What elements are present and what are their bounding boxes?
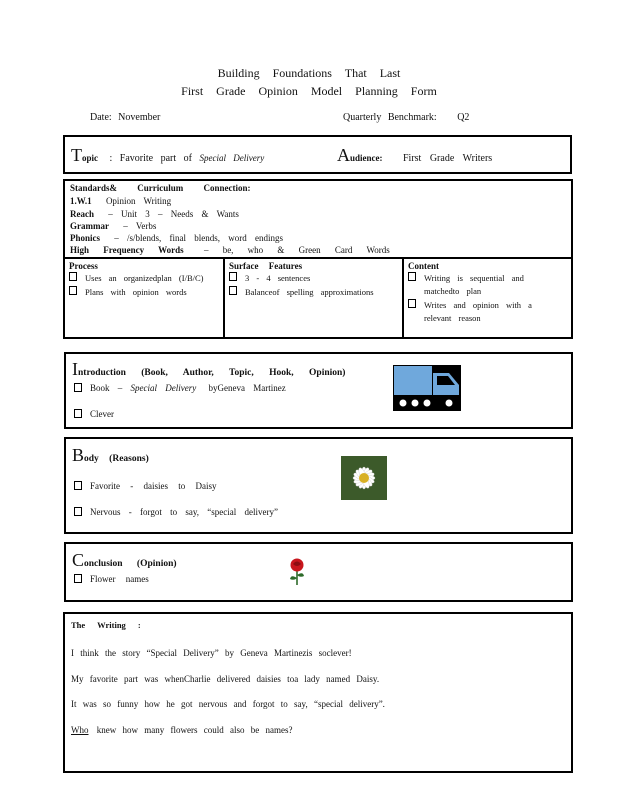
standard-row-4: Phonics – /s/blends, final blends, word endings (70, 233, 284, 243)
surface-item-2: Balanceof spelling approximations (229, 286, 399, 299)
checkbox-icon (408, 299, 416, 308)
topic-initial: T (71, 145, 82, 165)
daisy-icon (341, 456, 387, 500)
checkbox-icon (74, 574, 82, 583)
truck-icon (393, 365, 461, 411)
benchmark-field (343, 112, 469, 123)
standard-row-5: High Frequency Words – be, who & Green Card Words (70, 245, 390, 255)
writing-box (63, 612, 573, 773)
writing-heading: The Writing : (71, 620, 141, 630)
introduction-item-2: Clever (74, 409, 114, 419)
process-item-2: Plans with opinion words (69, 286, 219, 299)
conclusion-item-1: Flower names (74, 574, 149, 584)
date-value: November (118, 112, 161, 123)
writing-line-3: It was so funny how he got nervous and forgot to say, “special delivery”. (71, 699, 385, 709)
surface-heading: Surface Features (229, 261, 303, 271)
audience-value: First Grade Writers (403, 153, 493, 164)
introduction-item-1: Book – Special Delivery byGeneva Martinez (74, 383, 286, 393)
checkbox-icon (229, 272, 237, 281)
conclusion-initial: C (72, 550, 85, 570)
body-item-2: Nervous - forgot to say, “special delivery” (74, 507, 278, 517)
process-heading: Process (69, 261, 98, 271)
checkbox-icon (408, 272, 416, 281)
date-field (90, 112, 160, 123)
criteria-columns-box (63, 257, 573, 339)
surface-item-1: 3 - 4 sentences (229, 272, 399, 285)
standard-row-1: 1.W.1 Opinion Writing (70, 196, 172, 206)
audience-label: udience: (350, 153, 383, 163)
standards-box (63, 179, 573, 259)
audience-line (337, 145, 492, 166)
content-item-1: Writing is sequential and matchedto plan (408, 272, 558, 298)
introduction-box (64, 352, 573, 429)
content-item-2: Writes and opinion with a relevant reason (408, 299, 558, 325)
checkbox-icon (229, 286, 237, 295)
checkbox-icon (74, 507, 82, 516)
audience-initial: A (337, 145, 350, 165)
rose-icon (286, 556, 308, 586)
date-label: Date: (90, 112, 112, 123)
checkbox-icon (74, 383, 82, 392)
topic-label: opic (82, 153, 99, 163)
topic-audience-box (63, 135, 572, 174)
standard-row-3: Grammar – Verbs (70, 221, 157, 231)
column-divider (223, 259, 225, 337)
checkbox-icon (74, 409, 82, 418)
surface-features-column (229, 261, 399, 299)
introduction-initial: I (72, 359, 78, 379)
introduction-heading: Introduction (Book, Author, Topic, Hook, Opinion) (72, 359, 346, 379)
checkbox-icon (69, 272, 77, 281)
standards-heading: Standards& Curriculum Connection: (70, 183, 251, 193)
document-title: Building Foundations That Last (217, 66, 401, 80)
topic-prefix: : Favorite part of (109, 153, 192, 164)
writing-line-1: I think the story “Special Delivery” by Geneva Martinezis soclever! (71, 648, 352, 658)
conclusion-heading: Conclusion (Opinion) (72, 550, 177, 570)
body-heading: Body (Reasons) (72, 445, 149, 465)
benchmark-value: Q2 (457, 112, 470, 123)
process-item-1: Uses an organizedplan (I/B/C) (69, 272, 219, 285)
body-box (64, 437, 573, 534)
column-divider (402, 259, 404, 337)
underlined-word: Who (71, 725, 89, 735)
content-heading: Content (408, 261, 439, 271)
checkbox-icon (74, 481, 82, 490)
document-subtitle: First Grade Opinion Model Planning Form (181, 84, 437, 98)
body-initial: B (72, 445, 85, 465)
checkbox-icon (69, 286, 77, 295)
topic-line (71, 145, 264, 166)
content-column (408, 261, 558, 325)
benchmark-label: Quarterly Benchmark: (343, 112, 437, 123)
writing-line-2: My favorite part was whenCharlie delivered daisies toa lady named Daisy. (71, 674, 380, 684)
writing-line-4: Who knew how many flowers could also be names? (71, 725, 293, 735)
topic-italic: Special Delivery (199, 153, 265, 163)
standard-row-2: Reach – Unit 3 – Needs & Wants (70, 209, 239, 219)
process-column (69, 261, 219, 299)
body-item-1: Favorite - daisies to Daisy (74, 481, 216, 491)
conclusion-box (64, 542, 573, 602)
